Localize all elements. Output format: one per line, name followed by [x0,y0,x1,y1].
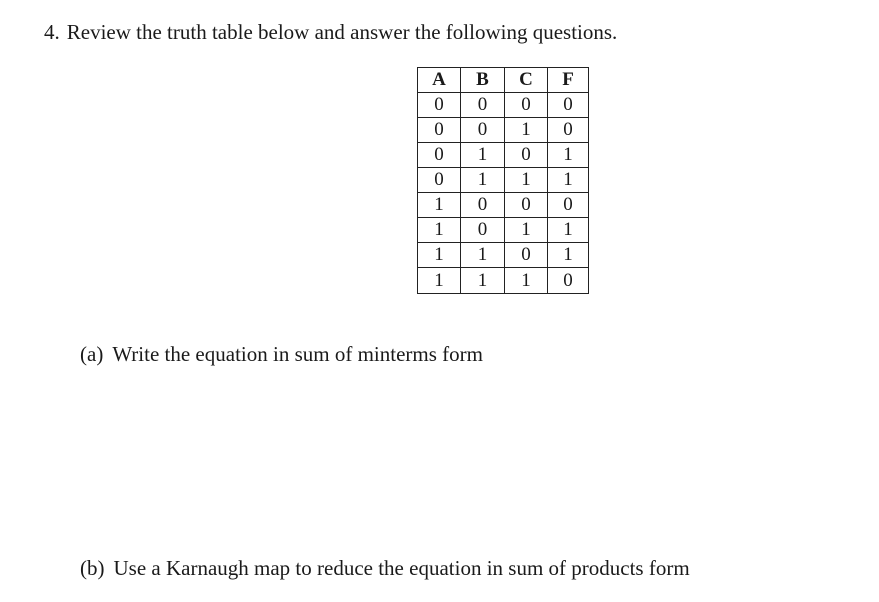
cell-a: 1 [418,268,461,294]
cell-f: 1 [548,168,589,193]
table-row [418,218,589,243]
cell-a: 1 [418,243,461,268]
question-text: Review the truth table below and answer the following questions. [66,20,618,44]
table-row [418,93,589,118]
cell-c: 1 [505,218,548,243]
table-row [418,118,589,143]
part-b-text: Use a Karnaugh map to reduce the equation in sum of products form [113,556,690,580]
cell-f: 1 [548,243,589,268]
cell-f: 1 [548,143,589,168]
cell-b: 0 [461,118,505,143]
cell-b: 0 [461,193,505,218]
table-row [418,143,589,168]
part-a-label: (a) [80,342,104,366]
cell-a: 0 [418,118,461,143]
cell-f: 0 [548,268,589,294]
cell-c: 0 [505,243,548,268]
cell-b: 1 [461,143,505,168]
cell-a: 0 [418,93,461,118]
cell-a: 0 [418,168,461,193]
header-f: F [548,68,589,93]
header-a: A [418,68,461,93]
part-a [80,341,483,367]
cell-b: 1 [461,168,505,193]
question-number: 4. [44,20,60,44]
cell-b: 0 [461,218,505,243]
table-row [418,193,589,218]
cell-c: 1 [505,118,548,143]
cell-f: 0 [548,118,589,143]
header-c: C [505,68,548,93]
cell-f: 1 [548,218,589,243]
cell-a: 1 [418,218,461,243]
table-row [418,268,589,294]
cell-a: 1 [418,193,461,218]
cell-b: 1 [461,268,505,294]
cell-b: 0 [461,93,505,118]
cell-c: 0 [505,143,548,168]
truth-table [417,67,589,294]
cell-c: 0 [505,93,548,118]
cell-c: 1 [505,268,548,294]
table-row [418,168,589,193]
cell-b: 1 [461,243,505,268]
cell-a: 0 [418,143,461,168]
cell-c: 0 [505,193,548,218]
table-row [418,243,589,268]
header-b: B [461,68,505,93]
cell-c: 1 [505,168,548,193]
part-a-text: Write the equation in sum of minterms form [112,342,483,366]
truth-table-header-row [418,68,589,93]
part-b-label: (b) [80,556,105,580]
part-b [80,555,690,581]
cell-f: 0 [548,193,589,218]
cell-f: 0 [548,93,589,118]
question-prompt [44,19,617,45]
